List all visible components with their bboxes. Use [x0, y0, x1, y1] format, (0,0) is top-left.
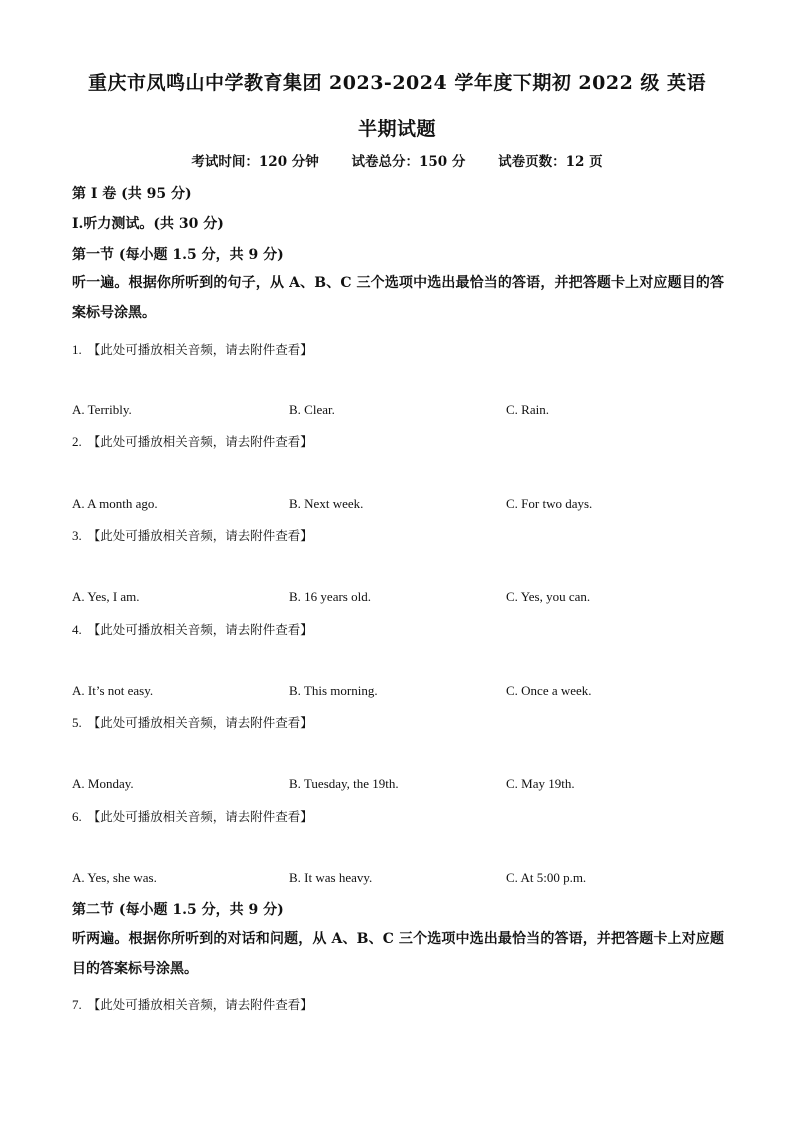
question-number: 4.: [72, 622, 82, 637]
question-7: [72, 995, 724, 1013]
option-a[interactable]: A. Terribly.: [72, 402, 132, 417]
question-3: [72, 526, 724, 544]
option-b[interactable]: B. 16 years old.: [289, 589, 371, 604]
option-a[interactable]: A. It’s not easy.: [72, 683, 154, 698]
exam-title-line2: 半期试题: [357, 118, 436, 140]
audio-placeholder[interactable]: 【此处可播放相关音频，请去附件查看】: [87, 809, 313, 824]
question-2: [72, 432, 724, 450]
option-a[interactable]: A. Monday.: [72, 776, 134, 791]
section2-heading: 第二节 (每小题 1.5 分，共 9 分): [72, 902, 284, 918]
question-number: 6.: [72, 809, 82, 824]
audio-placeholder[interactable]: 【此处可播放相关音频，请去附件查看】: [87, 342, 313, 357]
section2-instruction: 听两遍。根据你所听到的对话和问题，从 A、B、C 三个选项中选出最恰当的答语，并把答题卡上对应题目的答案标号涂黑。: [72, 931, 724, 977]
audio-placeholder[interactable]: 【此处可播放相关音频，请去附件查看】: [87, 715, 313, 730]
question-number: 7.: [72, 997, 82, 1012]
option-b[interactable]: B. Next week.: [289, 496, 364, 511]
option-a[interactable]: A. A month ago.: [72, 496, 158, 511]
exam-time: 考试时间：120 分钟: [191, 154, 319, 170]
option-a[interactable]: A. Yes, she was.: [72, 870, 157, 885]
section1-heading: 第一节 (每小题 1.5 分，共 9 分): [72, 247, 284, 263]
option-b[interactable]: B. This morning.: [289, 683, 378, 698]
total-score: 试卷总分：150 分: [351, 154, 466, 170]
audio-placeholder[interactable]: 【此处可播放相关音频，请去附件查看】: [87, 622, 313, 637]
option-b[interactable]: B. It was heavy.: [289, 870, 373, 885]
option-c[interactable]: C. Once a week.: [506, 683, 592, 698]
question-1: [72, 340, 724, 358]
audio-placeholder[interactable]: 【此处可播放相关音频，请去附件查看】: [87, 528, 313, 543]
question-number: 1.: [72, 342, 82, 357]
option-b[interactable]: B. Clear.: [289, 402, 335, 417]
part1-heading: Ⅰ.听力测试。(共 30 分): [72, 216, 224, 232]
option-c[interactable]: C. May 19th.: [506, 776, 575, 791]
question-number: 5.: [72, 715, 82, 730]
page-count: 试卷页数：12 页: [498, 154, 603, 170]
option-b[interactable]: B. Tuesday, the 19th.: [289, 776, 399, 791]
question-4: [72, 620, 724, 638]
exam-title-line1: 重庆市凤鸣山中学教育集团 2023-2024 学年度下期初 2022 级 英语: [87, 72, 707, 94]
section1-instruction: 听一遍。根据你所听到的句子，从 A、B、C 三个选项中选出最恰当的答语，并把答题卡上对应题目的答案标号涂黑。: [72, 275, 724, 321]
option-c[interactable]: C. At 5:00 p.m.: [506, 870, 587, 885]
question-number: 3.: [72, 528, 82, 543]
audio-placeholder[interactable]: 【此处可播放相关音频，请去附件查看】: [87, 997, 313, 1012]
volume-heading: 第 I 卷 (共 95 分): [72, 186, 192, 202]
option-a[interactable]: A. Yes, I am.: [72, 589, 140, 604]
audio-placeholder[interactable]: 【此处可播放相关音频，请去附件查看】: [87, 434, 313, 449]
exam-meta: [0, 150, 794, 170]
option-c[interactable]: C. For two days.: [506, 496, 593, 511]
question-5: [72, 713, 724, 731]
question-number: 2.: [72, 434, 82, 449]
question-6: [72, 807, 724, 825]
option-c[interactable]: C. Rain.: [506, 402, 549, 417]
option-c[interactable]: C. Yes, you can.: [506, 589, 591, 604]
